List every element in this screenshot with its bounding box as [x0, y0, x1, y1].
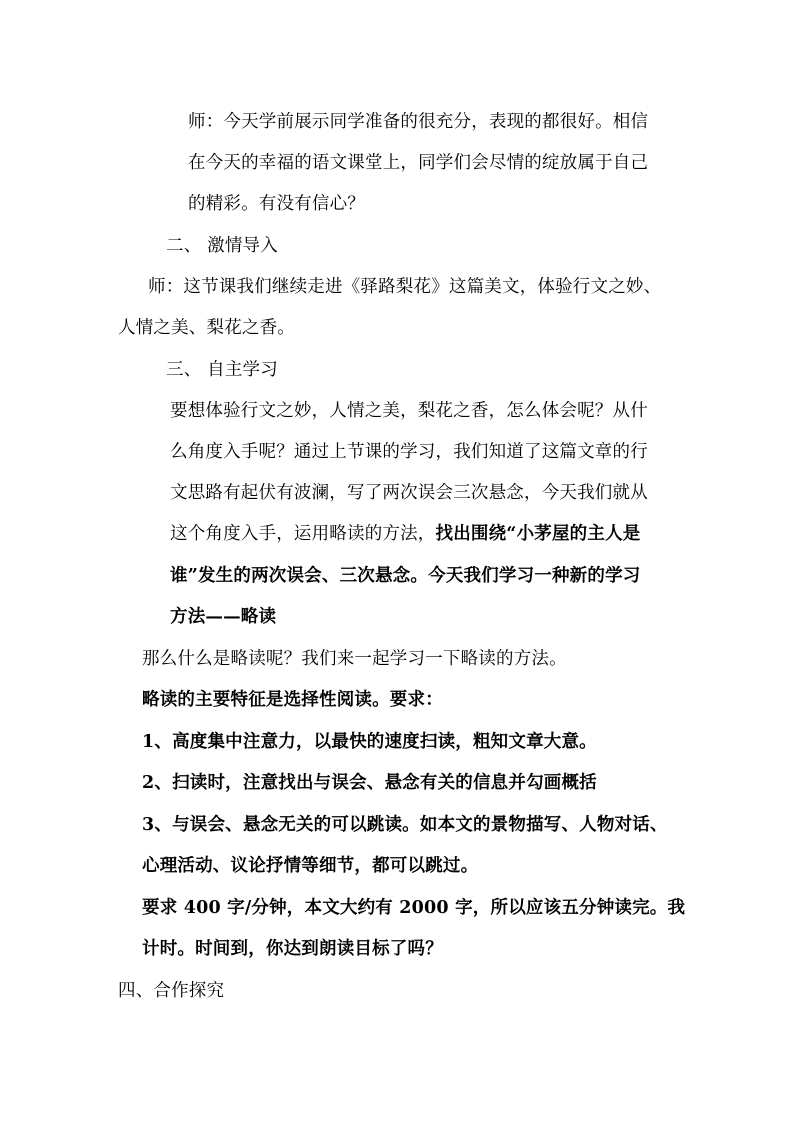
- paragraph-line-bold: 方法——略读: [170, 607, 277, 627]
- paragraph-line: 要想体验行文之妙，人情之美，梨花之香，怎么体会呢？从什: [170, 401, 648, 421]
- text-normal: 这个角度入手，运用略读的方法，: [170, 524, 436, 544]
- paragraph-line-bold: 要求 400 字/分钟，本文大约有 2000 字，所以应该五分钟读完。我: [142, 898, 686, 918]
- paragraph-line-bold: 计时。时间到，你达到朗读目标了吗？: [142, 939, 443, 959]
- paragraph-line: 人情之美、梨花之香。: [118, 318, 295, 338]
- paragraph-line: 在今天的幸福的语文课堂上，同学们会尽情的绽放属于自己: [188, 153, 649, 173]
- requirement-item: 心理活动、议论抒情等细节，都可以跳过。: [142, 856, 479, 876]
- paragraph-line: 文思路有起伏有波澜，写了两次误会三次悬念，今天我们就从: [170, 483, 648, 503]
- section-heading: 三、 自主学习: [166, 360, 278, 380]
- section-heading: 四、合作探究: [118, 981, 225, 1001]
- paragraph-line: [170, 520, 640, 545]
- requirement-item: 1、高度集中注意力，以最快的速度扫读，粗知文章大意。: [142, 732, 597, 752]
- requirement-item: 2、扫读时，注意找出与误会、悬念有关的信息并勾画概括: [142, 773, 597, 793]
- requirement-item: 3、与误会、悬念无关的可以跳读。如本文的景物描写、人物对话、: [142, 815, 668, 835]
- paragraph-line: 那么什么是略读呢？我们来一起学习一下略读的方法。: [142, 649, 567, 669]
- paragraph-line: 么角度入手呢？通过上节课的学习，我们知道了这篇文章的行: [170, 442, 648, 462]
- section-heading: 二、 激情导入: [166, 236, 278, 256]
- text-bold: 找出围绕“小茅屋的主人是: [435, 524, 641, 544]
- paragraph-line-bold: 略读的主要特征是选择性阅读。要求：: [142, 690, 443, 710]
- paragraph-line-bold: 谁”发生的两次误会、三次悬念。今天我们学习一种新的学习: [170, 566, 641, 586]
- paragraph-line: 师：今天学前展示同学准备的很充分，表现的都很好。相信: [188, 112, 649, 132]
- paragraph-line: 的精彩。有没有信心？: [188, 194, 365, 214]
- paragraph-line: 师：这节课我们继续走进《驿路梨花》这篇美文，体验行文之妙、: [148, 277, 662, 297]
